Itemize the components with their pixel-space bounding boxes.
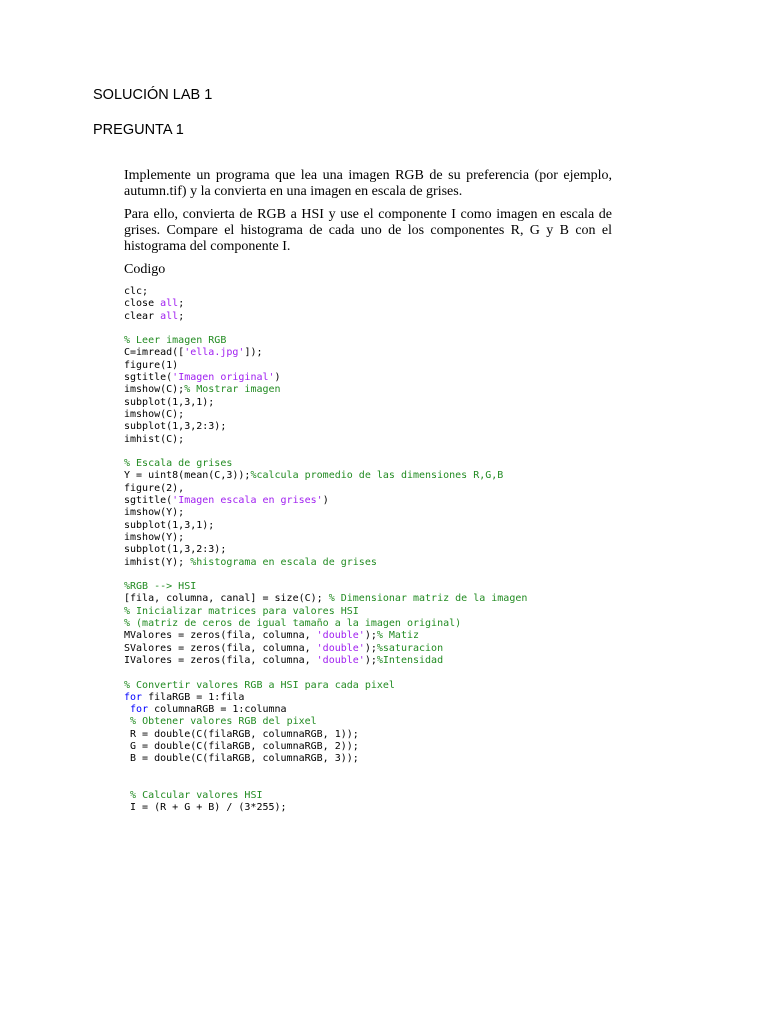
code-keyword: for (130, 704, 149, 716)
code-text: figure(1) (124, 359, 179, 371)
code-line (124, 790, 527, 802)
code-text: IValores = zeros(fila, columna, (124, 654, 317, 666)
code-comment: %RGB --> HSI (124, 581, 197, 593)
code-line (124, 458, 527, 470)
code-text: imshow(C); (124, 408, 185, 420)
code-line (124, 569, 527, 581)
code-text: figure(2), (124, 482, 185, 494)
code-text: clear (124, 310, 161, 322)
code-line (124, 557, 527, 569)
code-comment: % Mostrar imagen (184, 384, 281, 396)
code-text: Y = uint8(mean(C,3)); (124, 470, 251, 482)
code-comment: % Escala de grises (124, 458, 233, 470)
code-text: ) (274, 372, 281, 384)
code-text: R = double(C(filaRGB, columnaRGB, 1)); (124, 728, 359, 740)
code-line (124, 729, 527, 741)
code-line (124, 630, 527, 642)
code-string: 'double' (316, 630, 365, 642)
code-line (124, 507, 527, 519)
code-line (124, 335, 527, 347)
code-comment: % Convertir valores RGB a HSI para cada pixel (124, 679, 395, 691)
code-comment: % Leer imagen RGB (124, 335, 227, 347)
code-line (124, 581, 527, 593)
document-title: SOLUCIÓN LAB 1 (93, 87, 213, 103)
code-text: ; (178, 310, 185, 322)
code-string: 'double' (316, 654, 365, 666)
code-comment: %saturacion (376, 642, 444, 654)
code-keyword: for (124, 691, 143, 703)
code-string: all (160, 310, 179, 322)
code-text: G = double(C(filaRGB, columnaRGB, 2)); (124, 740, 359, 752)
code-text: [fila, columna, canal] = size(C); (124, 593, 329, 605)
code-line (124, 667, 527, 679)
question-heading: PREGUNTA 1 (93, 122, 184, 138)
code-line (124, 360, 527, 372)
code-line (124, 347, 527, 359)
code-line (124, 544, 527, 556)
code-string: all (160, 298, 179, 310)
code-text: I = (R + G + B) / (3*255); (124, 802, 287, 814)
code-comment: % Inicializar matrices para valores HSI (124, 605, 359, 617)
code-text: close (124, 298, 161, 310)
code-line (124, 298, 527, 310)
code-text: clc; (124, 286, 149, 297)
code-line (124, 692, 527, 704)
code-line (124, 323, 527, 335)
code-line (124, 483, 527, 495)
code-text: C=imread([ (124, 347, 185, 359)
code-comment: % Matiz (376, 630, 420, 642)
code-string: 'ella.jpg' (184, 347, 245, 359)
code-line (124, 532, 527, 544)
code-line (124, 446, 527, 458)
instruction-paragraph: Implemente un programa que lea una imagen RGB de su preferencia (por ejemplo, autumn.tif) y la convierta en una imagen en escala de grises. (124, 168, 612, 199)
code-text: ); (364, 642, 377, 654)
code-listing (124, 286, 527, 815)
code-line (124, 470, 527, 482)
code-line (124, 680, 527, 692)
code-text: subplot(1,3,1); (124, 519, 215, 531)
code-text: imshow(Y); (124, 507, 185, 519)
code-string: 'Imagen escala en grises' (172, 495, 323, 507)
code-line (124, 716, 527, 728)
code-line (124, 753, 527, 765)
code-line (124, 655, 527, 667)
code-text: subplot(1,3,1); (124, 396, 215, 408)
code-line (124, 384, 527, 396)
code-string: 'double' (316, 642, 365, 654)
code-line (124, 802, 527, 814)
code-line (124, 606, 527, 618)
code-line (124, 409, 527, 421)
code-line (124, 397, 527, 409)
code-line (124, 741, 527, 753)
code-text: sgtitle( (124, 372, 173, 384)
code-text: imshow(Y); (124, 531, 185, 543)
code-comment: % Obtener valores RGB del pixel (130, 716, 317, 728)
code-text: sgtitle( (124, 495, 173, 507)
code-line (124, 778, 527, 790)
code-comment: % Calcular valores HSI (130, 790, 263, 802)
code-text: columnaRGB = 1:columna (148, 704, 287, 716)
code-text: ); (364, 630, 377, 642)
code-text: MValores = zeros(fila, columna, (124, 630, 317, 642)
code-text: subplot(1,3,2:3); (124, 421, 227, 433)
code-string: 'Imagen original' (172, 372, 275, 384)
code-line (124, 766, 527, 778)
code-text: ); (364, 654, 377, 666)
code-text: SValores = zeros(fila, columna, (124, 642, 317, 654)
code-line (124, 286, 527, 298)
instruction-paragraph: Para ello, convierta de RGB a HSI y use el componente I como imagen en escala de grises. Compare el histograma de cada uno de los componentes R, G y B con el histograma del componente I. (124, 207, 612, 254)
code-comment: %Intensidad (376, 654, 444, 666)
code-line (124, 372, 527, 384)
code-text: imhist(Y); (124, 556, 191, 568)
code-line (124, 495, 527, 507)
code-comment: %histograma en escala de grises (190, 556, 377, 568)
code-line (124, 704, 527, 716)
code-comment: % Dimensionar matriz de la imagen (328, 593, 528, 605)
code-line (124, 421, 527, 433)
code-comment: %calcula promedio de las dimensiones R,G,B (250, 470, 504, 482)
code-text: ; (178, 298, 185, 310)
code-line (124, 593, 527, 605)
code-text: filaRGB = 1:fila (142, 691, 245, 703)
code-text: subplot(1,3,2:3); (124, 544, 227, 556)
code-text: imhist(C); (124, 433, 185, 445)
code-label: Codigo (124, 262, 166, 277)
code-line (124, 434, 527, 446)
code-text: ]); (244, 347, 263, 359)
code-line (124, 643, 527, 655)
code-line (124, 311, 527, 323)
code-comment: % (matriz de ceros de igual tamaño a la imagen original) (124, 618, 462, 630)
code-text: imshow(C); (124, 384, 185, 396)
code-text: ) (322, 495, 329, 507)
code-text: B = double(C(filaRGB, columnaRGB, 3)); (124, 753, 359, 765)
code-line (124, 520, 527, 532)
code-line (124, 618, 527, 630)
